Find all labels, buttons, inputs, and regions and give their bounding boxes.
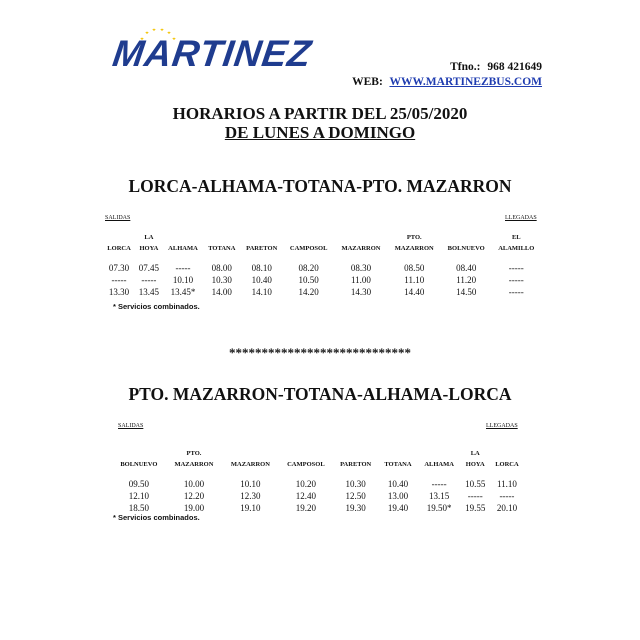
time-cell: 19.10 (240, 503, 261, 513)
time-cell: ----- (175, 263, 191, 273)
time-cell: 14.30 (350, 287, 372, 297)
header-line-2: BOLNUEVO (120, 461, 158, 468)
header-line-2: PARETON (340, 461, 372, 468)
route2-column-header (378, 434, 417, 470)
route1-schedule-table (103, 226, 541, 298)
header-line-2: MAZARRON (230, 461, 270, 468)
time-cell: 12.20 (183, 491, 205, 501)
time-cell: 08.00 (211, 263, 232, 273)
time-cell: 12.40 (295, 491, 316, 501)
time-cell: 10.10 (240, 479, 261, 489)
header-line-2: LORCA (495, 461, 519, 468)
route1-column-header (388, 226, 441, 254)
time-cell: 10.50 (298, 275, 319, 285)
route2-column-header (418, 434, 461, 470)
time-cell: ----- (508, 275, 524, 285)
route2-note: * Servicios combinados. (113, 513, 200, 522)
header-line-2: ALHAMA (168, 245, 198, 252)
header-line-2: MAZARRON (394, 245, 434, 252)
time-cell: 13.45 (138, 287, 160, 297)
route2-departures-label: SALIDAS (118, 423, 144, 429)
phone-label: Tfno.: (450, 61, 481, 73)
route2-column-header (333, 434, 378, 470)
web-link[interactable]: WWW.MARTINEZBUS.COM (389, 76, 542, 88)
separator-stars: **************************** (229, 345, 411, 360)
time-cell: 12.50 (345, 491, 366, 501)
web-line (352, 75, 542, 90)
header-line-2: ALHAMA (424, 461, 454, 468)
time-cell: 14.20 (298, 287, 319, 297)
phone-line (352, 60, 542, 75)
time-cell: ----- (431, 479, 447, 489)
header-line-1: LA (144, 234, 154, 241)
route1-column-header (334, 226, 387, 254)
header-line-1: EL (511, 234, 521, 241)
time-cell: ----- (467, 491, 483, 501)
route2-body (112, 470, 524, 514)
route1-column-header (103, 226, 135, 254)
header-line-2: PARETON (246, 245, 278, 252)
time-cell: ----- (508, 287, 524, 297)
time-cell: 11.20 (456, 275, 477, 285)
contact-block (352, 60, 542, 90)
time-cell: ----- (141, 275, 157, 285)
time-cell: ----- (111, 275, 127, 285)
time-cell: 14.10 (251, 287, 272, 297)
time-cell: 13.45* (170, 287, 196, 297)
route1-column-header (441, 226, 492, 254)
time-cell: 08.20 (298, 263, 319, 273)
route2-header-row (112, 434, 524, 470)
table-row (103, 254, 541, 274)
header-line-2: HOYA (139, 245, 159, 252)
time-cell: 20.10 (496, 503, 518, 513)
route2-column-header (222, 434, 278, 470)
route2-column-header (461, 434, 490, 470)
time-cell: 08.40 (456, 263, 477, 273)
time-cell: 13.30 (108, 287, 130, 297)
valid-from-heading: HORARIOS A PARTIR DEL 25/05/2020 (172, 104, 468, 123)
martinez-logo (110, 32, 315, 76)
header-line-2: MAZARRON (174, 461, 214, 468)
time-cell: 19.00 (183, 503, 205, 513)
time-cell: 10.10 (172, 275, 194, 285)
header-line-2: TOTANA (384, 461, 412, 468)
time-cell: 14.00 (211, 287, 232, 297)
route2-column-header (490, 434, 524, 470)
web-label: WEB: (352, 76, 383, 88)
route1-column-header (135, 226, 163, 254)
header-line-1: PTO. (406, 234, 422, 241)
time-cell: 19.40 (387, 503, 409, 513)
route2-column-header (112, 434, 166, 470)
phone-number: 968 421649 (487, 61, 542, 73)
header-line-1: LA (470, 450, 480, 457)
header-line-2: ALAMILLO (498, 245, 535, 252)
header-line-2: CAMPOSOL (287, 461, 325, 468)
route2-column-header (166, 434, 222, 470)
route2-title: PTO. MAZARRON-TOTANA-ALHAMA-LORCA (128, 384, 512, 404)
logo-wordmark: MARTINEZ (110, 33, 315, 74)
table-row (112, 470, 524, 490)
time-cell: ----- (499, 491, 515, 501)
days-heading: DE LUNES A DOMINGO (224, 123, 416, 142)
time-cell: 12.30 (240, 491, 261, 501)
table-row (103, 286, 541, 298)
time-cell: 10.30 (345, 479, 366, 489)
time-cell: 11.10 (496, 479, 517, 489)
time-cell: 12.10 (128, 491, 149, 501)
route2-column-header (279, 434, 333, 470)
header-line-2: TOTANA (208, 245, 236, 252)
time-cell: 13.00 (387, 491, 409, 501)
route2-schedule-table (112, 434, 524, 514)
route1-column-header (240, 226, 283, 254)
time-cell: 11.10 (404, 275, 425, 285)
time-cell: 10.40 (251, 275, 272, 285)
route1-title: LORCA-ALHAMA-TOTANA-PTO. MAZARRON (128, 176, 512, 196)
time-cell: 08.50 (404, 263, 425, 273)
time-cell: 10.30 (211, 275, 232, 285)
header-line-2: BOLNUEVO (447, 245, 485, 252)
time-cell: 18.50 (128, 503, 149, 513)
time-cell: 19.30 (345, 503, 366, 513)
route1-body (103, 254, 541, 298)
time-cell: ----- (508, 263, 524, 273)
time-cell: 10.40 (387, 479, 409, 489)
route1-column-header (163, 226, 203, 254)
table-row (103, 274, 541, 286)
time-cell: 10.20 (295, 479, 316, 489)
route1-column-header (283, 226, 334, 254)
time-cell: 10.55 (465, 479, 486, 489)
time-cell: 11.00 (351, 275, 371, 285)
time-cell: 19.20 (295, 503, 316, 513)
header-line-1: PTO. (186, 450, 202, 457)
route1-note: * Servicios combinados. (113, 302, 200, 311)
route1-header-row (103, 226, 541, 254)
time-cell: 07.45 (138, 263, 160, 273)
route1-departures-label: SALIDAS (105, 215, 131, 221)
time-cell: 07.30 (108, 263, 130, 273)
route2-arrivals-label: LLEGADAS (486, 423, 518, 429)
time-cell: 19.55 (465, 503, 486, 513)
time-cell: 19.50* (426, 503, 452, 513)
header-line-2: LORCA (107, 245, 131, 252)
time-cell: 08.10 (251, 263, 272, 273)
header-line-2: MAZARRON (341, 245, 381, 252)
time-cell: 13.15 (428, 491, 450, 501)
time-cell: 09.50 (128, 479, 149, 489)
time-cell: 10.00 (183, 479, 205, 489)
route1-arrivals-label: LLEGADAS (505, 215, 537, 221)
time-cell: 14.50 (456, 287, 477, 297)
table-row (112, 490, 524, 502)
header-line-2: CAMPOSOL (289, 245, 328, 252)
time-cell: 14.40 (404, 287, 425, 297)
route1-column-header (492, 226, 541, 254)
time-cell: 08.30 (350, 263, 372, 273)
header-line-2: HOYA (465, 461, 485, 468)
route1-column-header (203, 226, 240, 254)
